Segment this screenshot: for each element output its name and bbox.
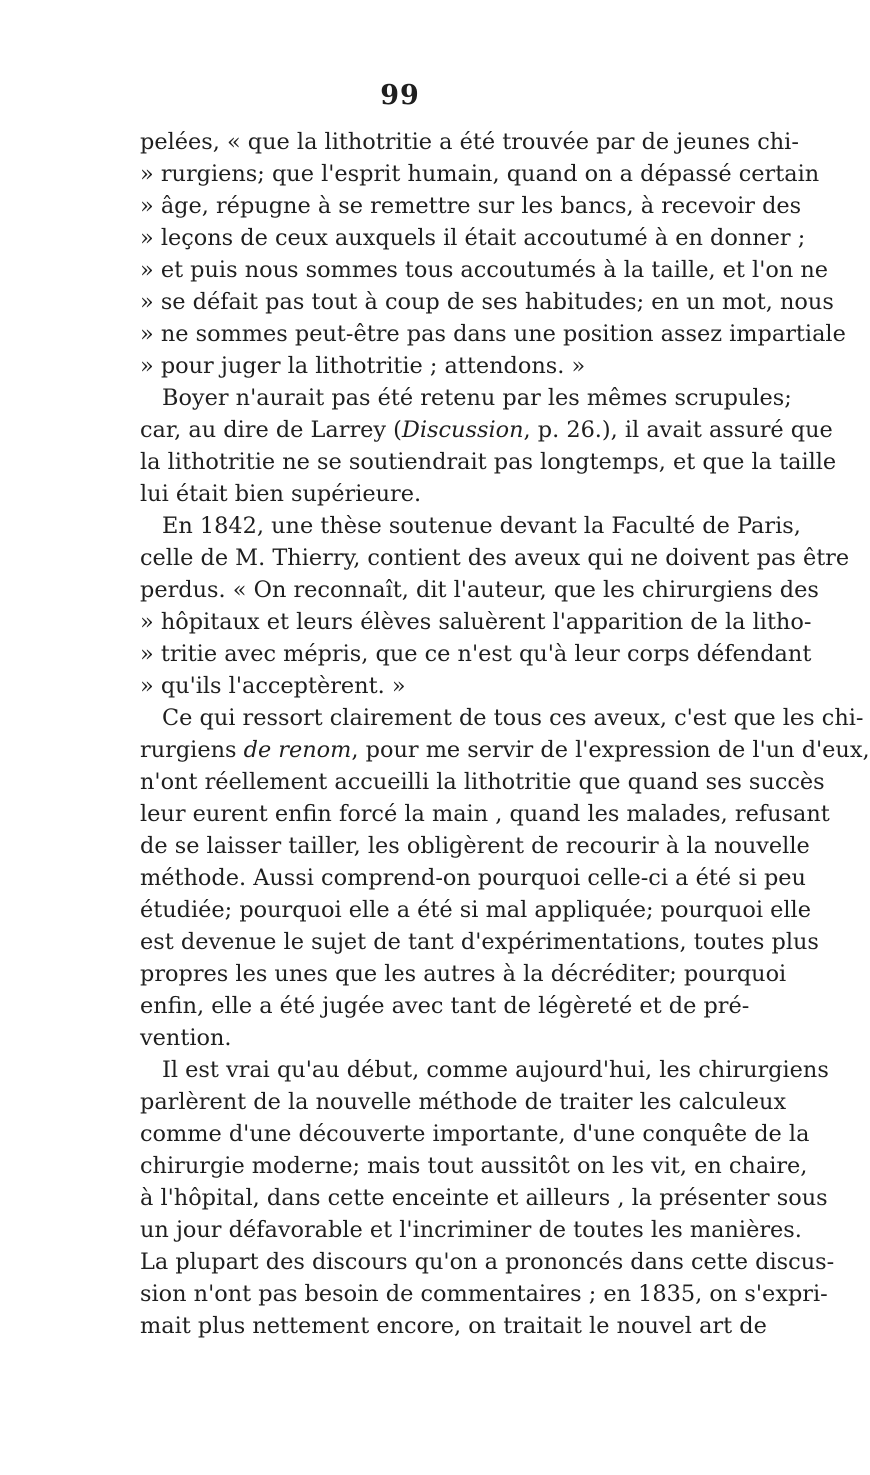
paragraph <box>140 1054 835 1342</box>
text-line: parlèrent de la nouvelle méthode de traiter les calculeux <box>140 1089 787 1115</box>
text-line: » âge, répugne à se remettre sur les bancs, à recevoir des <box>140 193 802 219</box>
text-line: » ne sommes peut-être pas dans une position assez impartiale <box>140 321 846 347</box>
text-line: Ce qui ressort clairement de tous ces aveux, c'est que les chi- <box>162 705 864 731</box>
text-line: vention. <box>140 1025 232 1051</box>
text-line: » rurgiens; que l'esprit humain, quand on a dépassé certain <box>140 161 820 187</box>
text-line: rurgiens de renom, pour me servir de l'expression de l'un d'eux, <box>140 737 870 763</box>
paragraph <box>140 382 837 510</box>
italic-text: Discussion <box>401 417 524 443</box>
text-line: En 1842, une thèse soutenue devant la Faculté de Paris, <box>162 513 801 539</box>
text-line: » leçons de ceux auxquels il était accoutumé à en donner ; <box>140 225 806 251</box>
body-text <box>140 126 870 1342</box>
text-line: » et puis nous sommes tous accoutumés à la taille, et l'on ne <box>140 257 829 283</box>
text-line: pelées, « que la lithotritie a été trouvée par de jeunes chi- <box>140 129 799 155</box>
text-line: chirurgie moderne; mais tout aussitôt on les vit, en chaire, <box>140 1153 808 1179</box>
text-line: un jour défavorable et l'incriminer de toutes les manières. <box>140 1217 802 1243</box>
text-line: étudiée; pourquoi elle a été si mal appliquée; pourquoi elle <box>140 897 811 923</box>
text-line: à l'hôpital, dans cette enceinte et ailleurs , la présenter sous <box>140 1185 828 1211</box>
text-line: » tritie avec mépris, que ce n'est qu'à leur corps défendant <box>140 641 812 667</box>
text-line: perdus. « On reconnaît, dit l'auteur, que les chirurgiens des <box>140 577 819 603</box>
text-line: lui était bien supérieure. <box>140 481 422 507</box>
text-line: n'ont réellement accueilli la lithotritie que quand ses succès <box>140 769 825 795</box>
text-line: est devenue le sujet de tant d'expérimentations, toutes plus <box>140 929 819 955</box>
text-line: de se laisser tailler, les obligèrent de recourir à la nouvelle <box>140 833 810 859</box>
text-line: celle de M. Thierry, contient des aveux qui ne doivent pas être <box>140 545 850 571</box>
text-line: » se défait pas tout à coup de ses habitudes; en un mot, nous <box>140 289 834 315</box>
italic-text: de renom <box>243 737 352 763</box>
text-line: » qu'ils l'acceptèrent. » <box>140 673 406 699</box>
text-line: enfin, elle a été jugée avec tant de légèreté et de pré- <box>140 993 750 1019</box>
text-line: méthode. Aussi comprend-on pourquoi celle-ci a été si peu <box>140 865 806 891</box>
text-line: mait plus nettement encore, on traitait le nouvel art de <box>140 1313 767 1339</box>
text-line: sion n'ont pas besoin de commentaires ; en 1835, on s'expri- <box>140 1281 828 1307</box>
text-line: propres les unes que les autres à la décréditer; pourquoi <box>140 961 787 987</box>
text-line: Boyer n'aurait pas été retenu par les mêmes scrupules; <box>162 385 792 411</box>
text-line: La plupart des discours qu'on a prononcés dans cette discus- <box>140 1249 835 1275</box>
text-line: leur eurent enfin forcé la main , quand les malades, refusant <box>140 801 830 827</box>
text-line: » pour juger la lithotritie ; attendons. » <box>140 353 586 379</box>
paragraph <box>140 702 870 1054</box>
text-line: comme d'une découverte importante, d'une conquête de la <box>140 1121 810 1147</box>
text-line: » hôpitaux et leurs élèves saluèrent l'apparition de la litho- <box>140 609 812 635</box>
text-line: la lithotritie ne se soutiendrait pas longtemps, et que la taille <box>140 449 837 475</box>
text-line: Il est vrai qu'au début, comme aujourd'hui, les chirurgiens <box>162 1057 829 1083</box>
paragraph <box>140 510 850 702</box>
page-number: 99 <box>380 80 420 111</box>
text-line: car, au dire de Larrey (Discussion, p. 26.), il avait assuré que <box>140 417 833 443</box>
paragraph <box>140 126 846 382</box>
